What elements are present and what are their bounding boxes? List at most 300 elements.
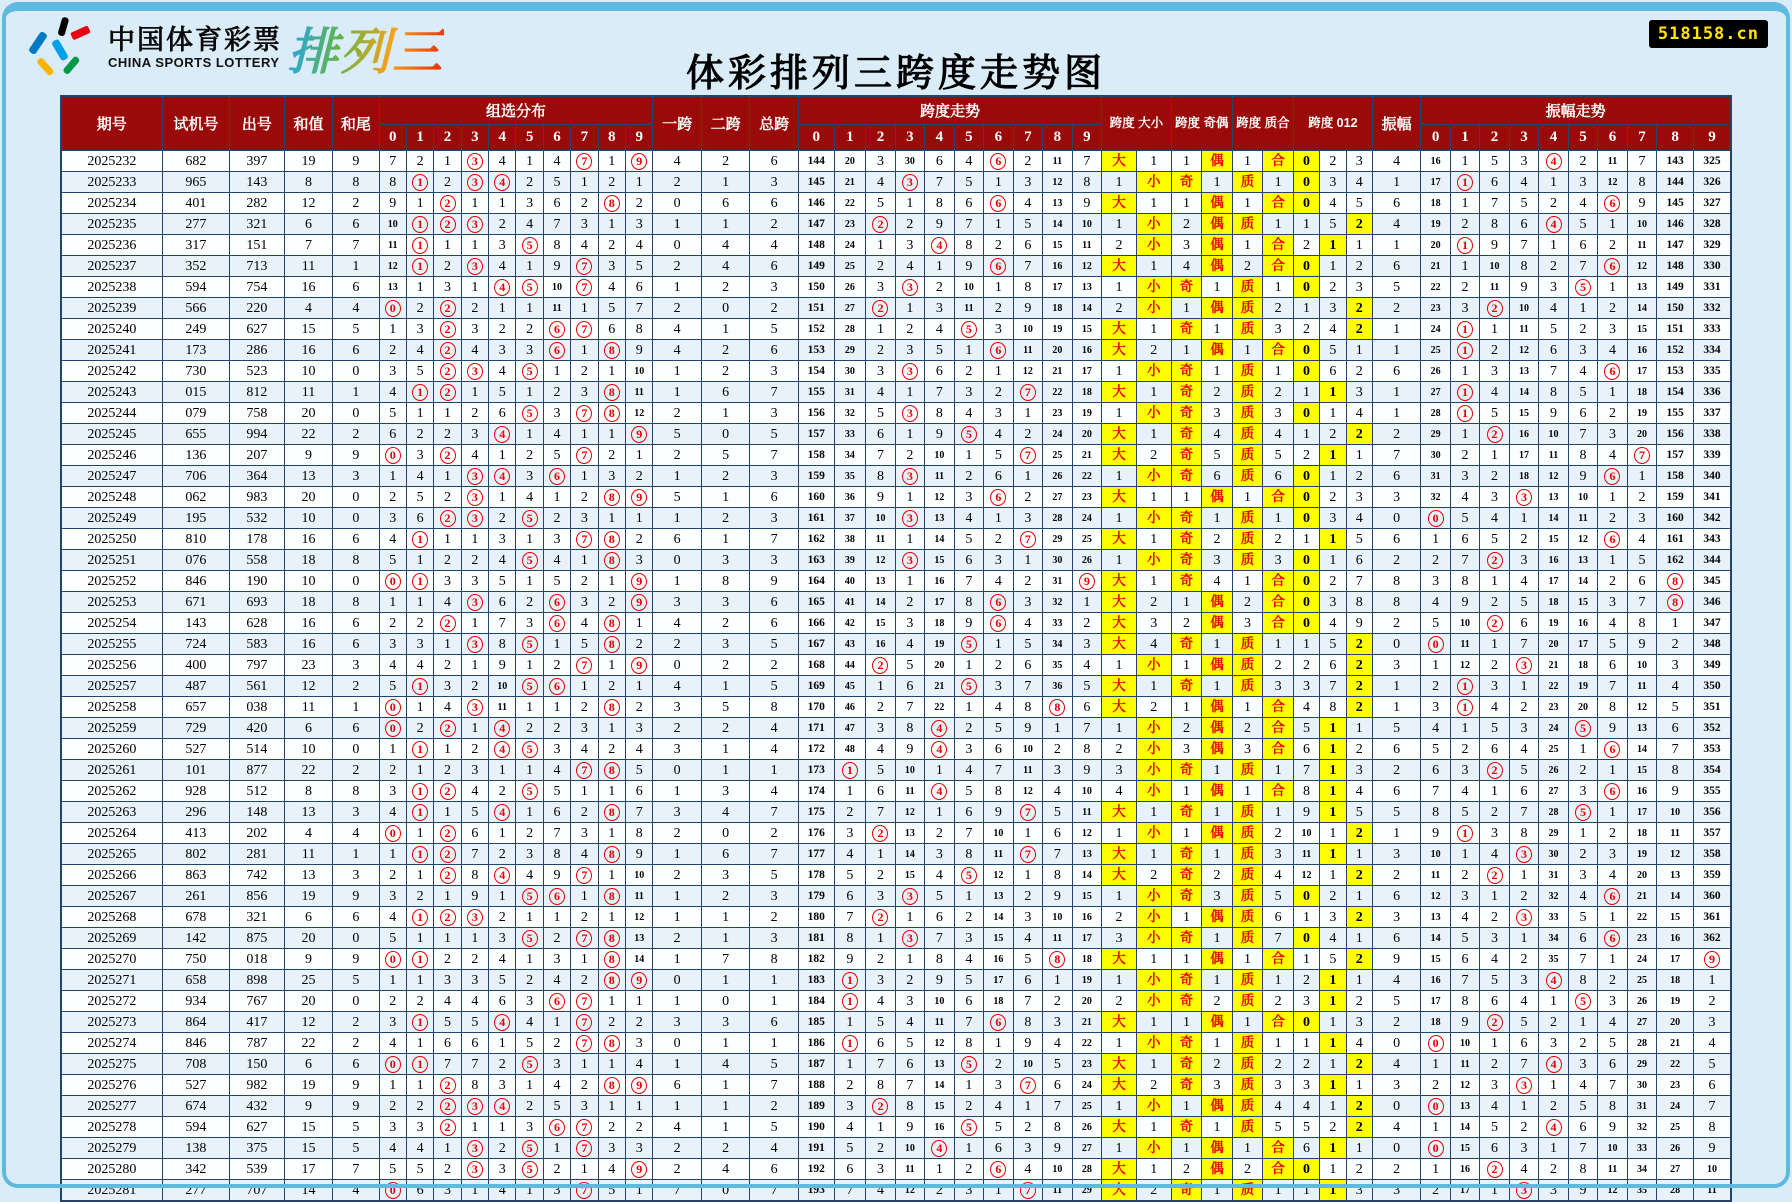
cell-span-two: 4 — [701, 1054, 749, 1075]
cell-sum: 16 — [284, 277, 332, 298]
cell-amp-trend-3 — [1509, 1180, 1538, 1202]
cell-period: 2025254 — [61, 613, 162, 634]
cell-span-two: 2 — [701, 508, 749, 529]
cell-prime — [1232, 508, 1263, 529]
cell-period: 2025268 — [61, 907, 162, 928]
cell-sum: 11 — [284, 256, 332, 277]
cell-amp-trend-9: 340 — [1694, 466, 1731, 487]
hit-circle: 0 — [385, 300, 401, 317]
cell-amp-trend-8: 158 — [1657, 466, 1694, 487]
cell-amp-trend-6: 2 — [1598, 571, 1627, 592]
cell-dist-5: 1 — [516, 949, 543, 970]
hit-label: 偶 — [1210, 1140, 1224, 1155]
cell-amp-trend-6: 8 — [1598, 697, 1627, 718]
table-row — [61, 235, 1731, 256]
cell-amp-trend-6: 4 — [1598, 613, 1627, 634]
cell-big: 2 — [1102, 298, 1137, 319]
cell-span-two: 2 — [701, 151, 749, 172]
cell-span-trend-6: 3 — [984, 550, 1013, 571]
cell-dist-4: 3 — [489, 1159, 516, 1180]
cell-sum: 9 — [284, 1096, 332, 1117]
cell-amp-trend-1: 10 — [1450, 1033, 1479, 1054]
cell-span-trend-3: 4 — [895, 634, 924, 655]
cell-road-1: 3 — [1320, 172, 1346, 193]
cell-span-trend-3: 7 — [895, 697, 924, 718]
cell-span-trend-6: 15 — [984, 928, 1013, 949]
cell-dist-4: 5 — [489, 970, 516, 991]
hit-label: 质 — [1240, 825, 1255, 840]
table-row — [61, 1096, 1731, 1117]
cell-span-two: 3 — [701, 781, 749, 802]
cell-composite — [1263, 193, 1294, 214]
cell-amp-trend-2: 2 — [1480, 655, 1509, 676]
hit-label: 偶 — [1210, 1014, 1224, 1029]
cell-dist-0 — [379, 445, 406, 466]
cell-span-trend-8: 18 — [1043, 298, 1072, 319]
cell-period: 2025253 — [61, 592, 162, 613]
cell-span-two: 1 — [701, 214, 749, 235]
cell-small — [1136, 277, 1171, 298]
cell-amp-trend-7: 22 — [1627, 907, 1656, 928]
cell-dist-4: 7 — [489, 613, 516, 634]
cell-span-trend-3: 12 — [895, 802, 924, 823]
hit-label: 小 — [1147, 216, 1161, 231]
cell-road-2: 2 — [1346, 823, 1372, 844]
cell-test-number: 678 — [162, 907, 229, 928]
cell-dist-9: 4 — [625, 1054, 652, 1075]
cell-big — [1102, 1159, 1137, 1180]
cell-small: 4 — [1136, 634, 1171, 655]
cell-dist-8 — [598, 970, 625, 991]
cell-span-trend-9: 10 — [1072, 214, 1102, 235]
cell-amp-trend-1: 5 — [1450, 928, 1479, 949]
cell-span-trend-3 — [895, 277, 924, 298]
cell-span-trend-9: 27 — [1072, 1138, 1102, 1159]
cell-span-trend-9: 26 — [1072, 550, 1102, 571]
cell-dist-7: 1 — [571, 1159, 598, 1180]
cell-draw-number: 754 — [230, 277, 285, 298]
cell-amplitude: 1 — [1372, 172, 1420, 193]
cell-span-trend-1: 42 — [834, 613, 866, 634]
header-amp-trend-6: 6 — [1598, 125, 1627, 151]
cell-span-trend-9: 16 — [1072, 907, 1102, 928]
cell-dist-7: 4 — [571, 739, 598, 760]
cell-span-trend-8: 16 — [1043, 256, 1072, 277]
cell-dist-2: 3 — [434, 571, 461, 592]
cell-sum: 9 — [284, 949, 332, 970]
cell-amp-trend-7: 35 — [1627, 1180, 1656, 1202]
cell-span-trend-9: 18 — [1072, 382, 1102, 403]
cell-dist-0: 11 — [379, 235, 406, 256]
cell-dist-7 — [571, 865, 598, 886]
cell-span-trend-5: 3 — [954, 487, 983, 508]
header-dist-5: 5 — [516, 125, 543, 151]
cell-big — [1102, 949, 1137, 970]
cell-composite: 3 — [1263, 844, 1294, 865]
cell-small — [1136, 1033, 1171, 1054]
cell-amp-trend-1: 8 — [1450, 991, 1479, 1012]
cell-dist-6: 2 — [543, 718, 570, 739]
cell-dist-2: 2 — [434, 655, 461, 676]
cell-sum: 10 — [284, 508, 332, 529]
cell-span-trend-7: 7 — [1013, 991, 1042, 1012]
hit-circle: 4 — [931, 783, 947, 800]
cell-amp-trend-7: 25 — [1627, 970, 1656, 991]
hit-circle: 2 — [1487, 615, 1503, 632]
cell-span-two: 1 — [701, 319, 749, 340]
cell-big — [1102, 571, 1137, 592]
cell-odd — [1171, 445, 1202, 466]
cell-span-trend-1 — [834, 991, 866, 1012]
cell-amp-trend-3: 11 — [1509, 319, 1538, 340]
cell-dist-9: 1 — [625, 991, 652, 1012]
cell-composite — [1263, 949, 1294, 970]
cell-period: 2025247 — [61, 466, 162, 487]
hit-circle: 6 — [549, 678, 565, 695]
cell-amp-trend-1: 7 — [1450, 550, 1479, 571]
table-row — [61, 1054, 1731, 1075]
cell-span-trend-5: 3 — [954, 739, 983, 760]
hit-circle: 2 — [1487, 300, 1503, 317]
cell-big: 3 — [1102, 760, 1137, 781]
cell-small: 1 — [1136, 529, 1171, 550]
cell-dist-5: 1 — [516, 802, 543, 823]
cell-span-total: 3 — [750, 550, 798, 571]
cell-dist-1 — [406, 802, 433, 823]
cell-dist-3 — [461, 508, 488, 529]
cell-span-trend-8: 19 — [1043, 319, 1072, 340]
cell-amp-trend-9: 4 — [1694, 1033, 1731, 1054]
cell-dist-3: 1 — [461, 235, 488, 256]
cell-span-trend-3 — [895, 928, 924, 949]
cell-span-two: 1 — [701, 529, 749, 550]
cell-dist-8: 1 — [598, 214, 625, 235]
cell-span-trend-0: 158 — [798, 445, 834, 466]
hit-circle: 3 — [467, 258, 483, 275]
cell-dist-7: 1 — [571, 550, 598, 571]
cell-amplitude: 0 — [1372, 1033, 1420, 1054]
cell-amp-trend-7: 30 — [1627, 1075, 1656, 1096]
cell-amp-trend-0: 2 — [1421, 1075, 1450, 1096]
hit-circle: 7 — [576, 1035, 592, 1052]
cell-sum: 7 — [284, 235, 332, 256]
cell-dist-1 — [406, 571, 433, 592]
cell-amp-trend-8: 9 — [1657, 781, 1694, 802]
cell-dist-7 — [571, 1138, 598, 1159]
cell-sum-tail: 2 — [333, 760, 379, 781]
hit-label: 小 — [1147, 1035, 1161, 1050]
hit-label: 奇 — [1179, 1035, 1194, 1050]
cell-span-trend-4: 9 — [925, 214, 954, 235]
cell-dist-8 — [598, 340, 625, 361]
hit-label: 合 — [1271, 951, 1285, 966]
hit-label: 质 — [1240, 426, 1255, 441]
table-row — [61, 466, 1731, 487]
cell-test-number: 846 — [162, 1033, 229, 1054]
cell-span-trend-9: 17 — [1072, 928, 1102, 949]
hit-circle: 6 — [1604, 783, 1620, 800]
cell-amp-trend-1 — [1450, 319, 1479, 340]
cell-span-trend-2: 1 — [866, 319, 895, 340]
cell-amplitude: 6 — [1372, 529, 1420, 550]
cell-amp-trend-6: 3 — [1598, 319, 1627, 340]
cell-sum: 15 — [284, 1117, 332, 1138]
cell-amp-trend-0: 7 — [1421, 781, 1450, 802]
cell-span-trend-5: 6 — [954, 550, 983, 571]
cell-span-trend-2: 4 — [866, 172, 895, 193]
cell-amp-trend-6: 2 — [1598, 970, 1627, 991]
cell-amp-trend-7: 16 — [1627, 781, 1656, 802]
cell-span-trend-7: 3 — [1013, 592, 1042, 613]
cell-dist-5: 1 — [516, 760, 543, 781]
cell-dist-1 — [406, 214, 433, 235]
cell-amplitude: 2 — [1372, 1012, 1420, 1033]
cell-amp-trend-7: 34 — [1627, 1159, 1656, 1180]
cell-amp-trend-7: 4 — [1627, 529, 1656, 550]
cell-amp-trend-9: 1 — [1694, 970, 1731, 991]
cell-amp-trend-2 — [1480, 760, 1509, 781]
cell-dist-7: 4 — [571, 613, 598, 634]
hit-circle: 2 — [440, 384, 456, 401]
cell-amp-trend-6 — [1598, 361, 1627, 382]
hit-label: 质 — [1240, 762, 1255, 777]
hit-label: 小 — [1147, 279, 1161, 294]
cell-big: 1 — [1102, 718, 1137, 739]
cell-big: 1 — [1102, 403, 1137, 424]
cell-road-1: 1 — [1320, 823, 1346, 844]
cell-dist-8 — [598, 1033, 625, 1054]
brand-pailie3: 排列三 — [288, 12, 444, 84]
cell-amplitude: 6 — [1372, 886, 1420, 907]
cell-dist-9: 6 — [625, 781, 652, 802]
cell-road-1: 4 — [1320, 928, 1346, 949]
hit-circle: 4 — [494, 867, 510, 884]
cell-period: 2025236 — [61, 235, 162, 256]
cell-big: 1 — [1102, 823, 1137, 844]
cell-small: 2 — [1136, 340, 1171, 361]
cell-composite — [1263, 739, 1294, 760]
hit-label: 偶 — [1210, 1098, 1224, 1113]
header-span-size: 跨度 大小 — [1102, 96, 1172, 151]
cell-amp-trend-4: 10 — [1539, 424, 1568, 445]
cell-amp-trend-7: 10 — [1627, 214, 1656, 235]
cell-span-trend-8: 5 — [1043, 1054, 1072, 1075]
cell-amplitude: 1 — [1372, 697, 1420, 718]
cell-road-0: 4 — [1293, 697, 1319, 718]
hit-circle: 7 — [576, 1119, 592, 1136]
cell-dist-2: 6 — [434, 1033, 461, 1054]
cell-amp-trend-1: 1 — [1450, 256, 1479, 277]
cell-span-trend-1: 34 — [834, 445, 866, 466]
cell-period: 2025238 — [61, 277, 162, 298]
cell-amp-trend-2: 5 — [1480, 970, 1509, 991]
cell-big — [1102, 445, 1137, 466]
cell-odd — [1171, 382, 1202, 403]
cell-span-total: 6 — [750, 487, 798, 508]
cell-amp-trend-4: 2 — [1539, 1159, 1568, 1180]
hit-circle: 2 — [1487, 1014, 1503, 1031]
cell-dist-2 — [434, 844, 461, 865]
cell-dist-5: 2 — [516, 592, 543, 613]
cell-dist-4: 3 — [489, 529, 516, 550]
cell-small — [1136, 907, 1171, 928]
hit-circle: 3 — [902, 468, 918, 485]
cell-road-2: 2 — [1346, 1159, 1372, 1180]
cell-big — [1102, 1054, 1137, 1075]
cell-road-1: 1 — [1320, 844, 1346, 865]
cell-odd: 2 — [1171, 613, 1202, 634]
cell-draw-number: 150 — [230, 1054, 285, 1075]
cell-dist-6 — [543, 340, 570, 361]
cell-sum: 20 — [284, 403, 332, 424]
cell-dist-9: 2 — [625, 1117, 652, 1138]
cell-big: 3 — [1102, 928, 1137, 949]
cell-test-number: 015 — [162, 382, 229, 403]
cell-dist-8 — [598, 529, 625, 550]
cell-amp-trend-7: 7 — [1627, 151, 1656, 172]
header-amp-trend-5: 5 — [1568, 125, 1597, 151]
cell-span-trend-8: 32 — [1043, 592, 1072, 613]
cell-amp-trend-9: 355 — [1694, 781, 1731, 802]
cell-dist-0: 3 — [379, 634, 406, 655]
cell-span-two: 2 — [701, 613, 749, 634]
cell-span-trend-2: 2 — [866, 340, 895, 361]
cell-dist-1: 6 — [406, 508, 433, 529]
cell-amp-trend-1: 11 — [1450, 1054, 1479, 1075]
hit-label: 偶 — [1210, 258, 1224, 273]
cell-span-one: 2 — [653, 403, 701, 424]
cell-draw-number: 151 — [230, 235, 285, 256]
cell-amp-trend-4 — [1539, 214, 1568, 235]
cell-amp-trend-0: 28 — [1421, 403, 1450, 424]
cell-span-two: 2 — [701, 718, 749, 739]
cell-amp-trend-2: 4 — [1480, 949, 1509, 970]
cell-amp-trend-1: 9 — [1450, 1012, 1479, 1033]
cell-draw-number: 532 — [230, 508, 285, 529]
cell-composite — [1263, 781, 1294, 802]
cell-span-trend-2: 4 — [866, 991, 895, 1012]
cell-amplitude: 4 — [1372, 1054, 1420, 1075]
cell-sum-tail: 2 — [333, 424, 379, 445]
cell-dist-0: 10 — [379, 214, 406, 235]
hit-circle: 0 — [385, 825, 401, 842]
cell-dist-3 — [461, 172, 488, 193]
cell-dist-7: 1 — [571, 424, 598, 445]
cell-dist-8 — [598, 634, 625, 655]
cell-span-trend-5: 2 — [954, 466, 983, 487]
cell-span-trend-6: 2 — [984, 1054, 1013, 1075]
cell-small: 1 — [1136, 151, 1171, 172]
cell-span-two: 6 — [701, 844, 749, 865]
cell-road-0: 0 — [1293, 550, 1319, 571]
hit-label: 小 — [1147, 993, 1161, 1008]
hit-circle: 7 — [576, 258, 592, 275]
cell-draw-number: 758 — [230, 403, 285, 424]
cell-span-trend-3: 1 — [895, 424, 924, 445]
cell-span-trend-8: 10 — [1043, 1159, 1072, 1180]
hit-circle: 2 — [872, 216, 888, 233]
cell-dist-8 — [598, 844, 625, 865]
cell-period: 2025271 — [61, 970, 162, 991]
hit-circle: 8 — [604, 846, 620, 863]
cell-test-number: 810 — [162, 529, 229, 550]
cell-amp-trend-3: 7 — [1509, 802, 1538, 823]
cell-sum-tail: 3 — [333, 865, 379, 886]
cell-span-trend-0: 175 — [798, 802, 834, 823]
cell-span-trend-0: 183 — [798, 970, 834, 991]
cell-prime: 1 — [1232, 697, 1263, 718]
cell-dist-7 — [571, 256, 598, 277]
cell-dist-0: 3 — [379, 886, 406, 907]
cell-draw-number: 583 — [230, 634, 285, 655]
cell-dist-5: 1 — [516, 256, 543, 277]
cell-amp-trend-8: 154 — [1657, 382, 1694, 403]
cell-dist-9: 11 — [625, 886, 652, 907]
cell-prime — [1232, 298, 1263, 319]
cell-amp-trend-1: 3 — [1450, 298, 1479, 319]
hit-circle: 2 — [1487, 426, 1503, 443]
cell-span-trend-2 — [866, 823, 895, 844]
cell-dist-5: 5 — [516, 1033, 543, 1054]
cell-dist-1: 1 — [406, 550, 433, 571]
cell-amp-trend-5: 2 — [1568, 1033, 1597, 1054]
cell-span-one: 1 — [653, 907, 701, 928]
cell-sum: 4 — [284, 298, 332, 319]
cell-span-trend-0: 166 — [798, 613, 834, 634]
cell-dist-2 — [434, 214, 461, 235]
cell-span-trend-1: 22 — [834, 193, 866, 214]
cell-amp-trend-4: 13 — [1539, 487, 1568, 508]
cell-span-trend-1: 29 — [834, 340, 866, 361]
cell-span-one: 1 — [653, 844, 701, 865]
cell-dist-4 — [489, 739, 516, 760]
cell-dist-6: 3 — [543, 739, 570, 760]
cell-dist-9: 4 — [625, 235, 652, 256]
cell-sum-tail: 1 — [333, 697, 379, 718]
hit-circle: 2 — [1487, 762, 1503, 779]
cell-sum: 22 — [284, 760, 332, 781]
cell-amp-trend-9: 10 — [1694, 1159, 1731, 1180]
cell-odd: 1 — [1171, 697, 1202, 718]
cell-dist-7 — [571, 445, 598, 466]
hit-label: 小 — [1147, 363, 1161, 378]
cell-amplitude: 2 — [1372, 1159, 1420, 1180]
hit-label: 大 — [1112, 1161, 1126, 1176]
hit-circle: 6 — [1604, 531, 1620, 548]
cell-dist-3: 2 — [461, 676, 488, 697]
cell-amp-trend-3: 1 — [1509, 508, 1538, 529]
cell-small: 1 — [1136, 319, 1171, 340]
cell-span-trend-0: 164 — [798, 571, 834, 592]
cell-span-trend-8: 27 — [1043, 487, 1072, 508]
table-row — [61, 571, 1731, 592]
cell-dist-7: 1 — [571, 466, 598, 487]
cell-sum: 11 — [284, 697, 332, 718]
hit-circle: 4 — [931, 741, 947, 758]
cell-span-trend-5: 9 — [954, 256, 983, 277]
cell-amp-trend-2: 5 — [1480, 529, 1509, 550]
cell-span-trend-3: 1 — [895, 907, 924, 928]
cell-dist-0: 1 — [379, 844, 406, 865]
cell-sum-tail: 2 — [333, 1012, 379, 1033]
hit-circle: 3 — [1516, 909, 1532, 926]
cell-composite: 2 — [1263, 823, 1294, 844]
cell-amp-trend-5: 7 — [1568, 256, 1597, 277]
hit-circle: 1 — [412, 174, 428, 191]
cell-amp-trend-7: 33 — [1627, 1138, 1656, 1159]
cell-dist-2 — [434, 445, 461, 466]
cell-span-trend-3: 6 — [895, 676, 924, 697]
